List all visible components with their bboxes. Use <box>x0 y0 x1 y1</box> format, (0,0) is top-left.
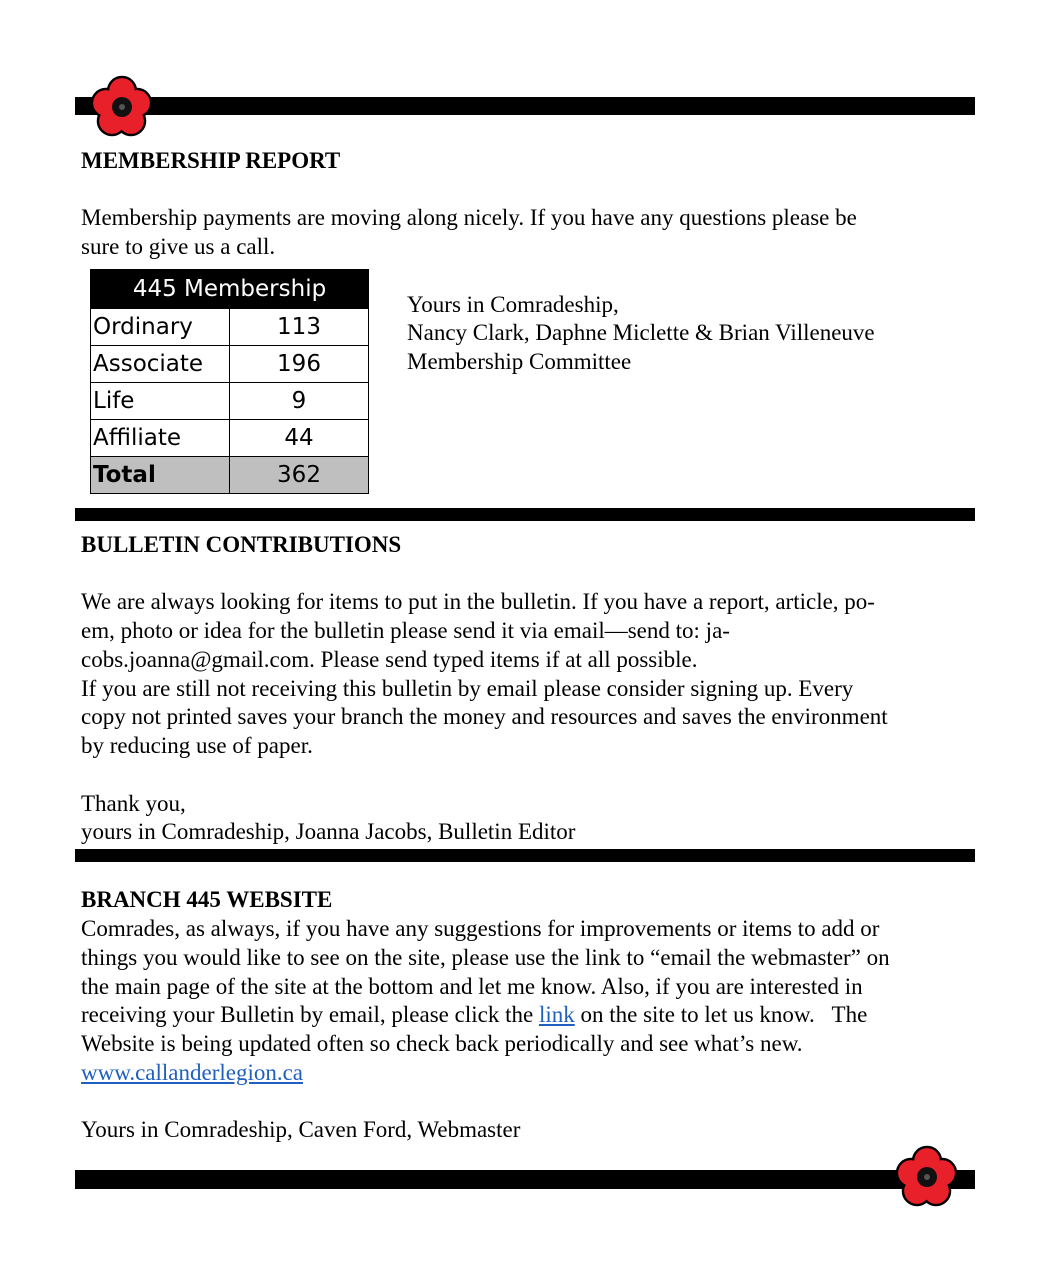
website-line4-before: receiving your Bulletin by email, please click the <box>81 1002 539 1027</box>
website-line: things you would like to see on the site, please use the link to “email the webmaster” on <box>81 945 890 970</box>
row-category: Ordinary <box>91 309 230 346</box>
membership-signoff-line2: Nancy Clark, Daphne Miclette & Brian Villeneuve <box>407 320 875 345</box>
table-row <box>91 420 369 457</box>
website-line: the main page of the site at the bottom and let me know. Also, if you are interested in <box>81 974 863 999</box>
table-row <box>91 383 369 420</box>
row-count: 113 <box>230 309 369 346</box>
total-count: 362 <box>230 457 369 494</box>
top-divider <box>75 97 975 115</box>
row-count: 44 <box>230 420 369 457</box>
signup-link[interactable]: link <box>538 1002 575 1027</box>
section-divider <box>75 849 975 862</box>
website-line-with-link <box>81 1000 867 1029</box>
poppy-icon <box>90 75 154 139</box>
membership-table-title: 445 Membership <box>91 270 369 309</box>
table-row <box>91 309 369 346</box>
row-count: 9 <box>230 383 369 420</box>
bulletin-line: We are always looking for items to put in the bulletin. If you have a report, article, po- <box>81 589 875 614</box>
membership-intro-line2: sure to give us a call. <box>81 234 276 259</box>
membership-table <box>90 269 369 494</box>
bulletin-line: by reducing use of paper. <box>81 733 313 758</box>
website-url-link[interactable]: www.callanderlegion.ca <box>81 1060 304 1085</box>
membership-heading: MEMBERSHIP REPORT <box>81 148 341 173</box>
total-label: Total <box>91 457 230 494</box>
bulletin-line: copy not printed saves your branch the money and resources and saves the environment <box>81 704 888 729</box>
bulletin-line: em, photo or idea for the bulletin please send it via email—send to: ja- <box>81 618 730 643</box>
website-line4-after: on the site to let us know. The <box>574 1002 868 1027</box>
row-count: 196 <box>230 346 369 383</box>
section-divider <box>75 508 975 521</box>
row-category: Life <box>91 383 230 420</box>
website-heading: BRANCH 445 WEBSITE <box>81 887 333 912</box>
table-row <box>91 346 369 383</box>
total-row <box>91 457 369 494</box>
bulletin-signoff: yours in Comradeship, Joanna Jacobs, Bulletin Editor <box>81 819 576 844</box>
membership-signoff-line3: Membership Committee <box>407 349 632 374</box>
bulletin-line: cobs.joanna@gmail.com. Please send typed items if at all possible. <box>81 647 698 672</box>
bulletin-heading: BULLETIN CONTRIBUTIONS <box>81 532 402 557</box>
row-category: Affiliate <box>91 420 230 457</box>
bulletin-line: If you are still not receiving this bulletin by email please consider signing up. Every <box>81 676 854 701</box>
website-line: Comrades, as always, if you have any suggestions for improvements or items to add or <box>81 916 880 941</box>
bottom-divider <box>75 1170 975 1189</box>
poppy-icon <box>895 1145 959 1209</box>
bulletin-thanks: Thank you, <box>81 791 186 816</box>
membership-signoff-line1: Yours in Comradeship, <box>407 292 619 317</box>
website-signoff: Yours in Comradeship, Caven Ford, Webmaster <box>81 1117 521 1142</box>
row-category: Associate <box>91 346 230 383</box>
membership-intro-line1: Membership payments are moving along nicely. If you have any questions please be <box>81 205 857 230</box>
website-line: Website is being updated often so check back periodically and see what’s new. <box>81 1031 803 1056</box>
